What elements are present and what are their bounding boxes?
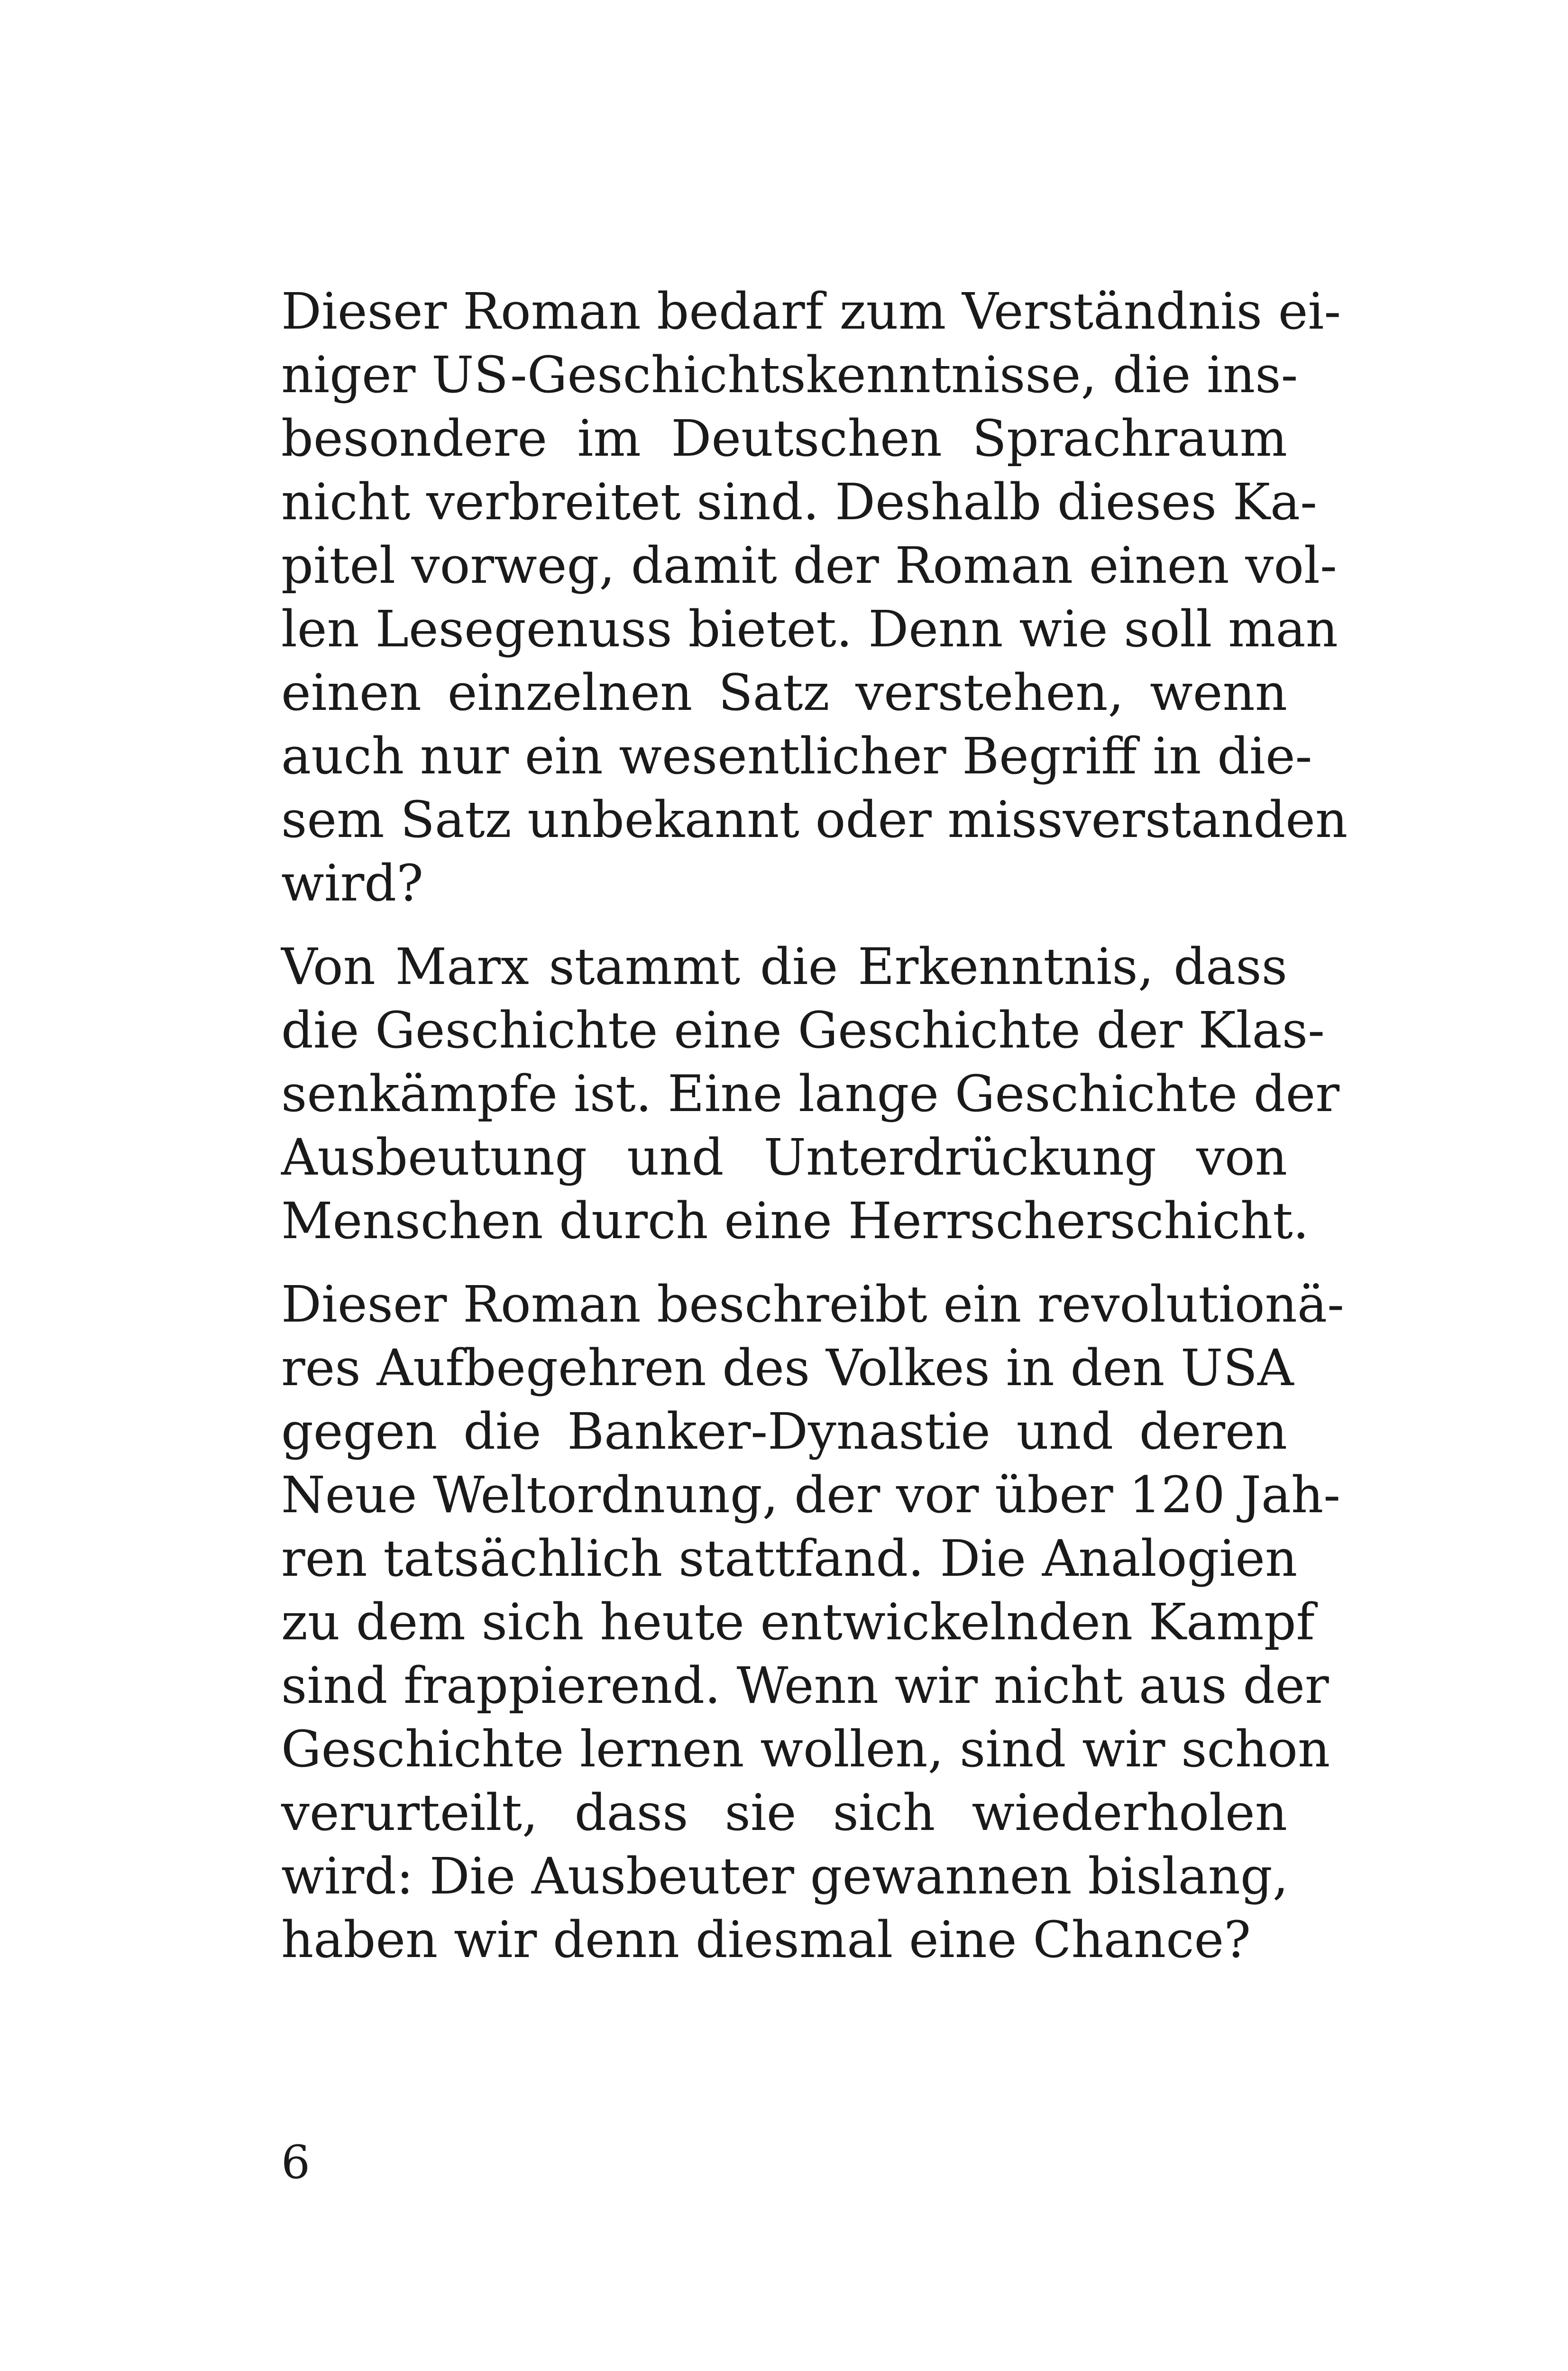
text-line: niger US-Geschichtskenntnisse, die ins- bbox=[281, 346, 1298, 404]
text-line: die Geschichte eine Geschichte der Klas- bbox=[281, 1001, 1325, 1059]
text-line: einen einzelnen Satz verstehen, wenn bbox=[281, 663, 1287, 722]
text-line: zu dem sich heute entwickelnden Kampf bbox=[281, 1593, 1315, 1651]
paragraph-3 bbox=[281, 1273, 1344, 1972]
text-line: pitel vorweg, damit der Roman einen vol- bbox=[281, 536, 1337, 595]
page-number: 6 bbox=[281, 2136, 311, 2189]
paragraph-1 bbox=[281, 280, 1348, 915]
text-line: sind frappierend. Wenn wir nicht aus der bbox=[281, 1656, 1329, 1715]
text-line: gegen die Banker-Dynastie und deren bbox=[281, 1402, 1287, 1461]
text-line: Von Marx stammt die Erkenntnis, dass bbox=[281, 937, 1287, 996]
paragraph-2 bbox=[281, 935, 1340, 1253]
text-line: auch nur ein wesentlicher Begriff in die- bbox=[281, 727, 1312, 785]
body-text bbox=[281, 280, 1348, 1992]
text-line: Dieser Roman bedarf zum Verständnis ei- bbox=[281, 282, 1341, 340]
text-line: wird? bbox=[281, 854, 423, 912]
text-line: haben wir denn diesmal eine Chance? bbox=[281, 1911, 1251, 1969]
text-line: besondere im Deutschen Sprachraum bbox=[281, 409, 1287, 468]
text-line: verurteilt, dass sie sich wiederholen bbox=[281, 1783, 1287, 1842]
text-line: Neue Weltordnung, der vor über 120 Jah- bbox=[281, 1466, 1341, 1524]
text-line: senkämpfe ist. Eine lange Geschichte der bbox=[281, 1065, 1340, 1123]
text-line: Menschen durch eine Herrscherschicht. bbox=[281, 1192, 1309, 1250]
text-line: len Lesegenuss bietet. Denn wie soll man bbox=[281, 600, 1338, 658]
text-line: Ausbeutung und Unterdrückung von bbox=[281, 1128, 1287, 1186]
text-line: nicht verbreitet sind. Deshalb dieses Ka- bbox=[281, 473, 1317, 531]
text-line: sem Satz unbekannt oder missverstanden bbox=[281, 790, 1348, 849]
text-line: ren tatsächlich stattfand. Die Analogien bbox=[281, 1529, 1298, 1588]
text-line: Dieser Roman beschreibt ein revolutionä- bbox=[281, 1275, 1344, 1333]
text-line: res Aufbegehren des Volkes in den USA bbox=[281, 1339, 1294, 1397]
text-line: wird: Die Ausbeuter gewannen bislang, bbox=[281, 1847, 1289, 1905]
text-line: Geschichte lernen wollen, sind wir schon bbox=[281, 1720, 1330, 1778]
